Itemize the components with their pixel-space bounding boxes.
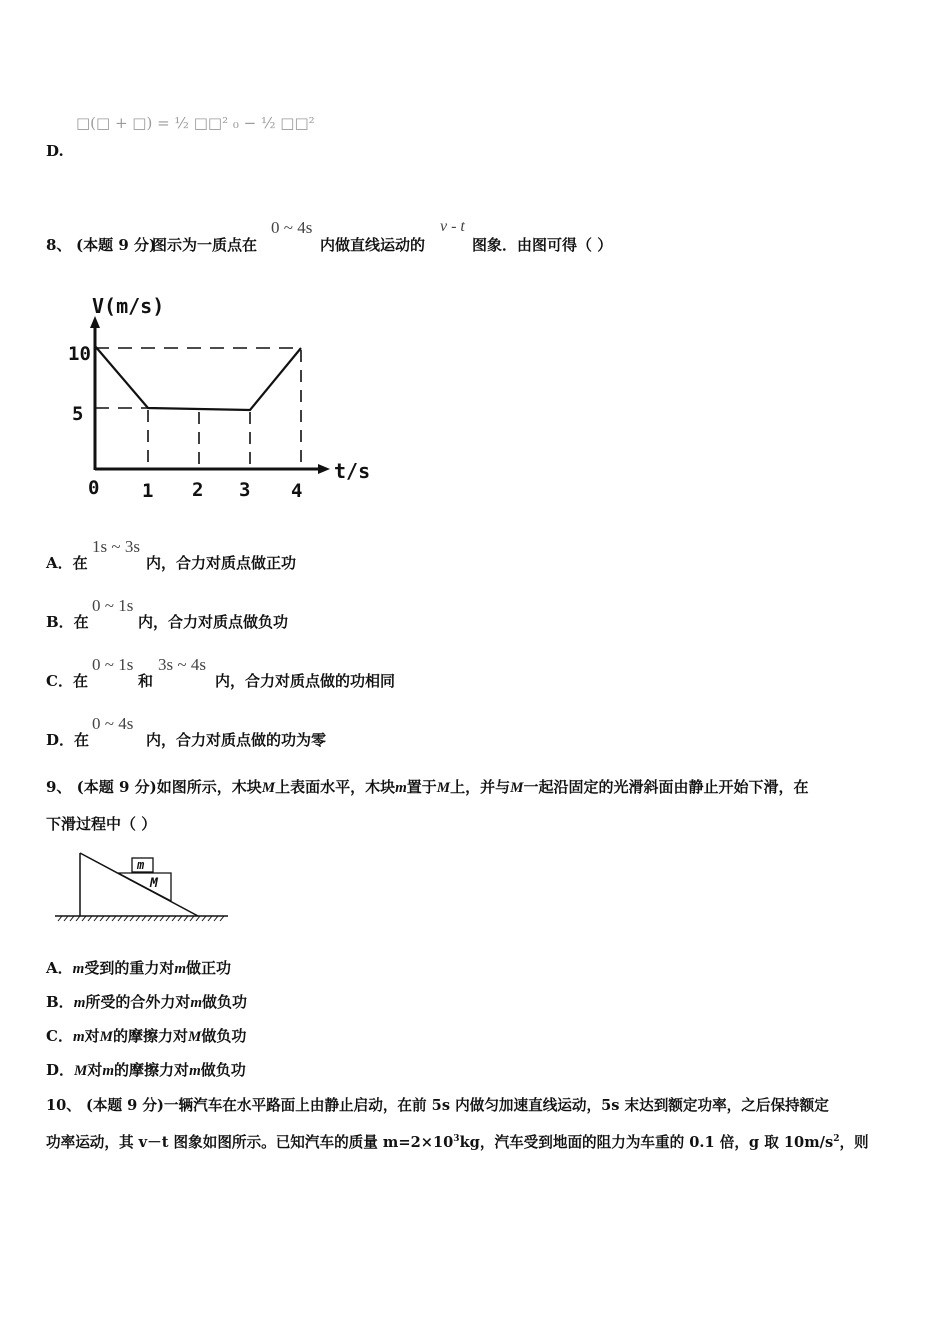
q8-number: 8、 bbox=[46, 236, 72, 254]
x-tick-3: 3 bbox=[239, 479, 251, 501]
q8-text-c: 图象．由图可得（ ） bbox=[472, 236, 613, 254]
x-tick-4: 4 bbox=[291, 480, 303, 502]
q8-interval: 0 ~ 4s bbox=[271, 218, 313, 237]
block-big-label: M bbox=[150, 876, 158, 891]
q8-text-a: 图示为一质点在 bbox=[152, 236, 258, 254]
q8-vt: v - t bbox=[440, 218, 465, 235]
q8-option-c-mid: 和 bbox=[138, 672, 154, 690]
x-tick-2: 2 bbox=[192, 479, 204, 501]
q7-option-d-label: D. bbox=[46, 142, 64, 160]
q8-text-b: 内做直线运动的 bbox=[320, 236, 426, 254]
chart-xlabel: t/s bbox=[334, 459, 371, 483]
q8-option-b-label: B．在 bbox=[46, 613, 89, 631]
q8-option-b-text: 内，合力对质点做负功 bbox=[138, 613, 289, 631]
q8-option-d-interval: 0 ~ 4s bbox=[92, 714, 134, 733]
q9-line2: 下滑过程中（ ） bbox=[46, 815, 157, 833]
q8-option-a-label: A．在 bbox=[46, 554, 88, 572]
q9-option-d: D．M对m的摩擦力对m做负功 bbox=[46, 1061, 246, 1079]
q10-line2: 功率运动，其 v－t 图象如图所示。已知汽车的质量 $m=2\times 10^3kg$，汽车受到地面的阻力为车重的 0.1 倍，g 取 $10m/s^2$，则 bbox=[46, 1134, 869, 1151]
q7-option-d-formula: □(□ + □) = ½ □□² ₀ − ½ □□² bbox=[76, 114, 315, 132]
q8-option-c-label: C．在 bbox=[46, 672, 88, 690]
y-tick-10: 10 bbox=[68, 343, 91, 365]
chart-ylabel: V(m/s) bbox=[92, 294, 165, 318]
block-small-label: m bbox=[137, 858, 145, 872]
x-tick-0: 0 bbox=[88, 477, 100, 499]
q8-option-d-text: 内，合力对质点做的功为零 bbox=[146, 731, 327, 749]
q8-meta: (本题 9 分) bbox=[76, 236, 157, 254]
q9-option-b: B．m所受的合外力对m做负功 bbox=[46, 993, 248, 1011]
q8-option-c-interval2: 3s ~ 4s bbox=[158, 655, 206, 674]
q9-option-c: C．m对M的摩擦力对M做负功 bbox=[46, 1027, 247, 1045]
q8-option-b-interval: 0 ~ 1s bbox=[92, 596, 134, 615]
block-big-M bbox=[118, 873, 171, 901]
q8-option-c-text: 内，合力对质点做的功相同 bbox=[215, 672, 396, 690]
q8-option-a-interval: 1s ~ 3s bbox=[92, 537, 140, 556]
q8-option-d-label: D．在 bbox=[46, 731, 90, 749]
vt-line bbox=[95, 346, 301, 410]
q9-option-a: A．m受到的重力对m做正功 bbox=[46, 959, 232, 977]
q8-option-c-interval: 0 ~ 1s bbox=[92, 655, 134, 674]
chart-x-arrow bbox=[318, 464, 330, 474]
q8-option-a-text: 内，合力对质点做正功 bbox=[146, 554, 297, 572]
y-tick-5: 5 bbox=[72, 403, 84, 425]
q8-vt-chart bbox=[60, 288, 390, 510]
q9-incline-figure bbox=[50, 846, 235, 926]
q9-line1: 9、 (本题 9 分)如图所示，木块M上表面水平，木块m置于M上，并与M一起沿固定的光滑斜面由静止开始下滑，在 bbox=[46, 778, 809, 796]
q10-line1: 10、 (本题 9 分)一辆汽车在水平路面上由静止启动，在前 5s 内做匀加速直线运动，5s 末达到额定功率，之后保持额定 bbox=[46, 1097, 829, 1114]
x-tick-1: 1 bbox=[142, 480, 154, 502]
